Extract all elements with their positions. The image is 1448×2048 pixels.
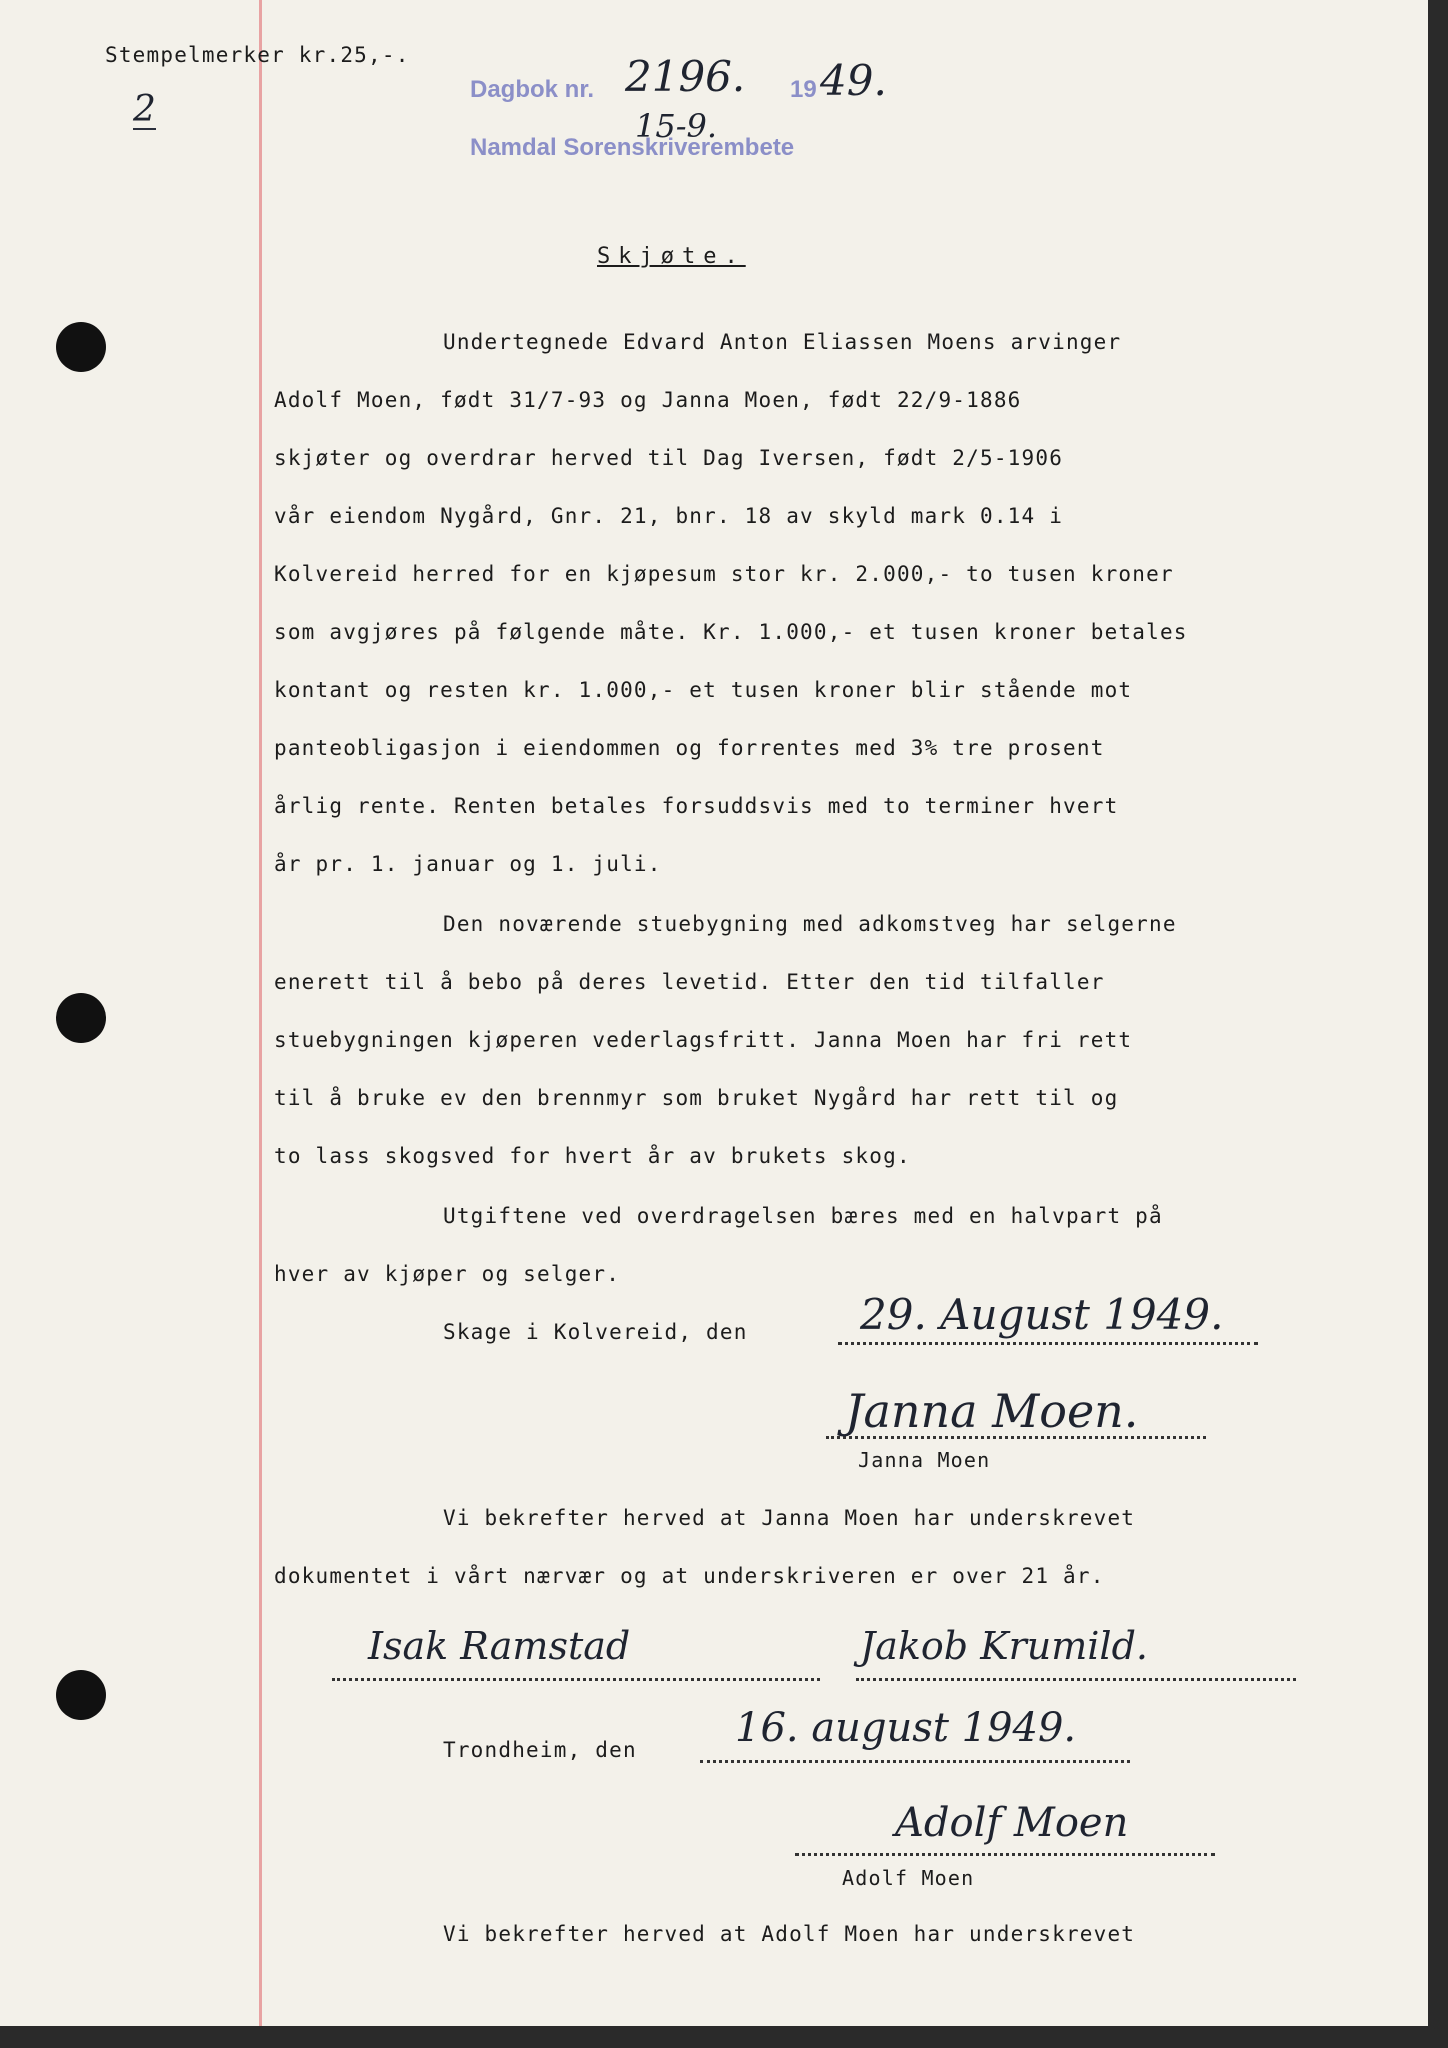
stamp-year-prefix: 19 — [790, 76, 817, 103]
signature: Janna Moen. — [845, 1384, 1139, 1438]
punch-hole — [56, 993, 106, 1043]
page-mark: 2 — [133, 89, 156, 130]
printed-name: Janna Moen — [858, 1448, 991, 1472]
dotted-line — [856, 1678, 1296, 1681]
body-line: Undertegnede Edvard Anton Eliassen Moens arvinger — [443, 330, 1122, 354]
printed-name: Adolf Moen — [842, 1866, 975, 1890]
signing-place: Trondheim, den — [443, 1738, 637, 1762]
body-line: årlig rente. Renten betales forsuddsvis med to terminer hvert — [274, 794, 1119, 818]
witness-statement: Vi bekrefter herved at Adolf Moen har underskrevet — [443, 1922, 1136, 1946]
body-line: skjøter og overdrar herved til Dag Iversen, født 2/5-1906 — [274, 446, 1064, 470]
body-line: to lass skogsved for hvert år av brukets skog. — [274, 1144, 911, 1168]
body-line: enerett til å bebo på deres levetid. Etter den tid tilfaller — [274, 970, 1105, 994]
witness-signature: Isak Ramstad — [368, 1624, 631, 1668]
punch-hole — [56, 322, 106, 372]
stamp-duty-note: Stempelmerker kr.25,-. — [105, 43, 410, 67]
dotted-line — [838, 1342, 1258, 1345]
stamp-dagbok-label: Dagbok nr. — [470, 76, 595, 103]
body-line: stuebygningen kjøperen vederlagsfritt. Janna Moen har fri rett — [274, 1028, 1133, 1052]
handwritten-date: 29. August 1949. — [860, 1290, 1224, 1339]
stamp-office: Namdal Sorenskriverembete — [470, 134, 795, 161]
body-line: vår eiendom Nygård, Gnr. 21, bnr. 18 av skyld mark 0.14 i — [274, 504, 1064, 528]
body-line: panteobligasjon i eiendommen og forrentes med 3% tre prosent — [274, 736, 1105, 760]
dotted-line — [795, 1853, 1215, 1856]
body-line: år pr. 1. januar og 1. juli. — [274, 852, 662, 876]
margin-line — [259, 0, 262, 2026]
body-line: Utgiftene ved overdragelsen bæres med en halvpart på — [443, 1204, 1163, 1228]
dotted-line — [332, 1678, 820, 1681]
body-line: kontant og resten kr. 1.000,- et tusen kroner blir stående mot — [274, 678, 1133, 702]
body-line: Kolvereid herred for en kjøpesum stor kr. 2.000,- to tusen kroner — [274, 562, 1174, 586]
punch-hole — [56, 1670, 106, 1720]
witness-statement: dokumentet i vårt nærvær og at underskriveren er over 21 år. — [274, 1564, 1105, 1588]
witness-statement: Vi bekrefter herved at Janna Moen har underskrevet — [443, 1506, 1136, 1530]
stamp-year: 49. — [820, 56, 887, 105]
body-line: Den noværende stuebygning med adkomstveg har selgerne — [443, 912, 1177, 936]
body-line: til å bruke ev den brennmyr som bruket Nygård har rett til og — [274, 1086, 1119, 1110]
signature: Adolf Moen — [895, 1800, 1129, 1846]
witness-signature: Jakob Krumild. — [860, 1624, 1148, 1668]
signing-place: Skage i Kolvereid, den — [443, 1320, 748, 1344]
handwritten-date: 16. august 1949. — [735, 1705, 1077, 1751]
body-line: som avgjøres på følgende måte. Kr. 1.000,- et tusen kroner betales — [274, 620, 1188, 644]
stamp-number: 2196. — [625, 52, 746, 101]
body-line: hver av kjøper og selger. — [274, 1262, 621, 1286]
stamp-date: 15-9. — [635, 107, 718, 145]
dotted-line — [700, 1760, 1130, 1763]
document-title: Skjøte. — [597, 244, 746, 269]
body-line: Adolf Moen, født 31/7-93 og Janna Moen, født 22/9-1886 — [274, 388, 1022, 412]
